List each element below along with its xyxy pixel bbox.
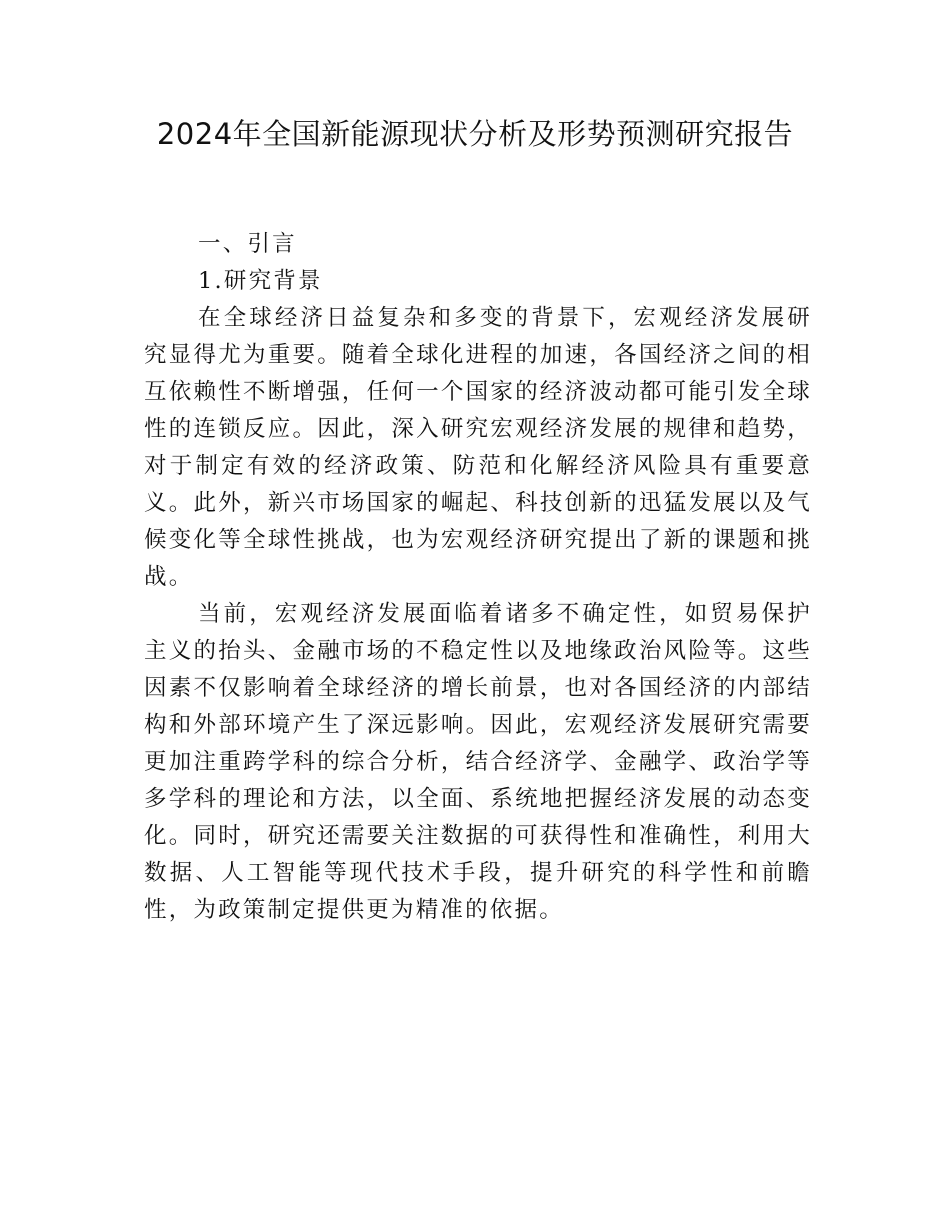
document-body [144, 226, 812, 929]
body-paragraph: 当前，宏观经济发展面临着诸多不确定性，如贸易保护主义的抬头、金融市场的不稳定性以及地缘政治风险等。这些因素不仅影响着全球经济的增长前景，也对各国经济的内部结构和外部环境产生了深远影响。因此，宏观经济发展研究需要更加注重跨学科的综合分析，结合经济学、金融学、政治学等多学科的理论和方法，以全面、系统地把握经济发展的动态变化。同时，研究还需要关注数据的可获得性和准确性，利用大数据、人工智能等现代技术手段，提升研究的科学性和前瞻性，为政策制定提供更为精准的依据。 [144, 601, 812, 923]
subsection-heading: 1.研究背景 [198, 268, 323, 294]
section-heading: 一、引言 [198, 231, 297, 257]
body-paragraph: 在全球经济日益复杂和多变的背景下，宏观经济发展研究显得尤为重要。随着全球化进程的加速，各国经济之间的相互依赖性不断增强，任何一个国家的经济波动都可能引发全球性的连锁反应。因此，深入研究宏观经济发展的规律和趋势，对于制定有效的经济政策、防范和化解经济风险具有重要意义。此外，新兴市场国家的崛起、科技创新的迅猛发展以及气候变化等全球性挑战，也为宏观经济研究提出了新的课题和挑战。 [144, 305, 812, 590]
document-title: 2024年全国新能源现状分析及形势预测研究报告 [156, 117, 794, 151]
